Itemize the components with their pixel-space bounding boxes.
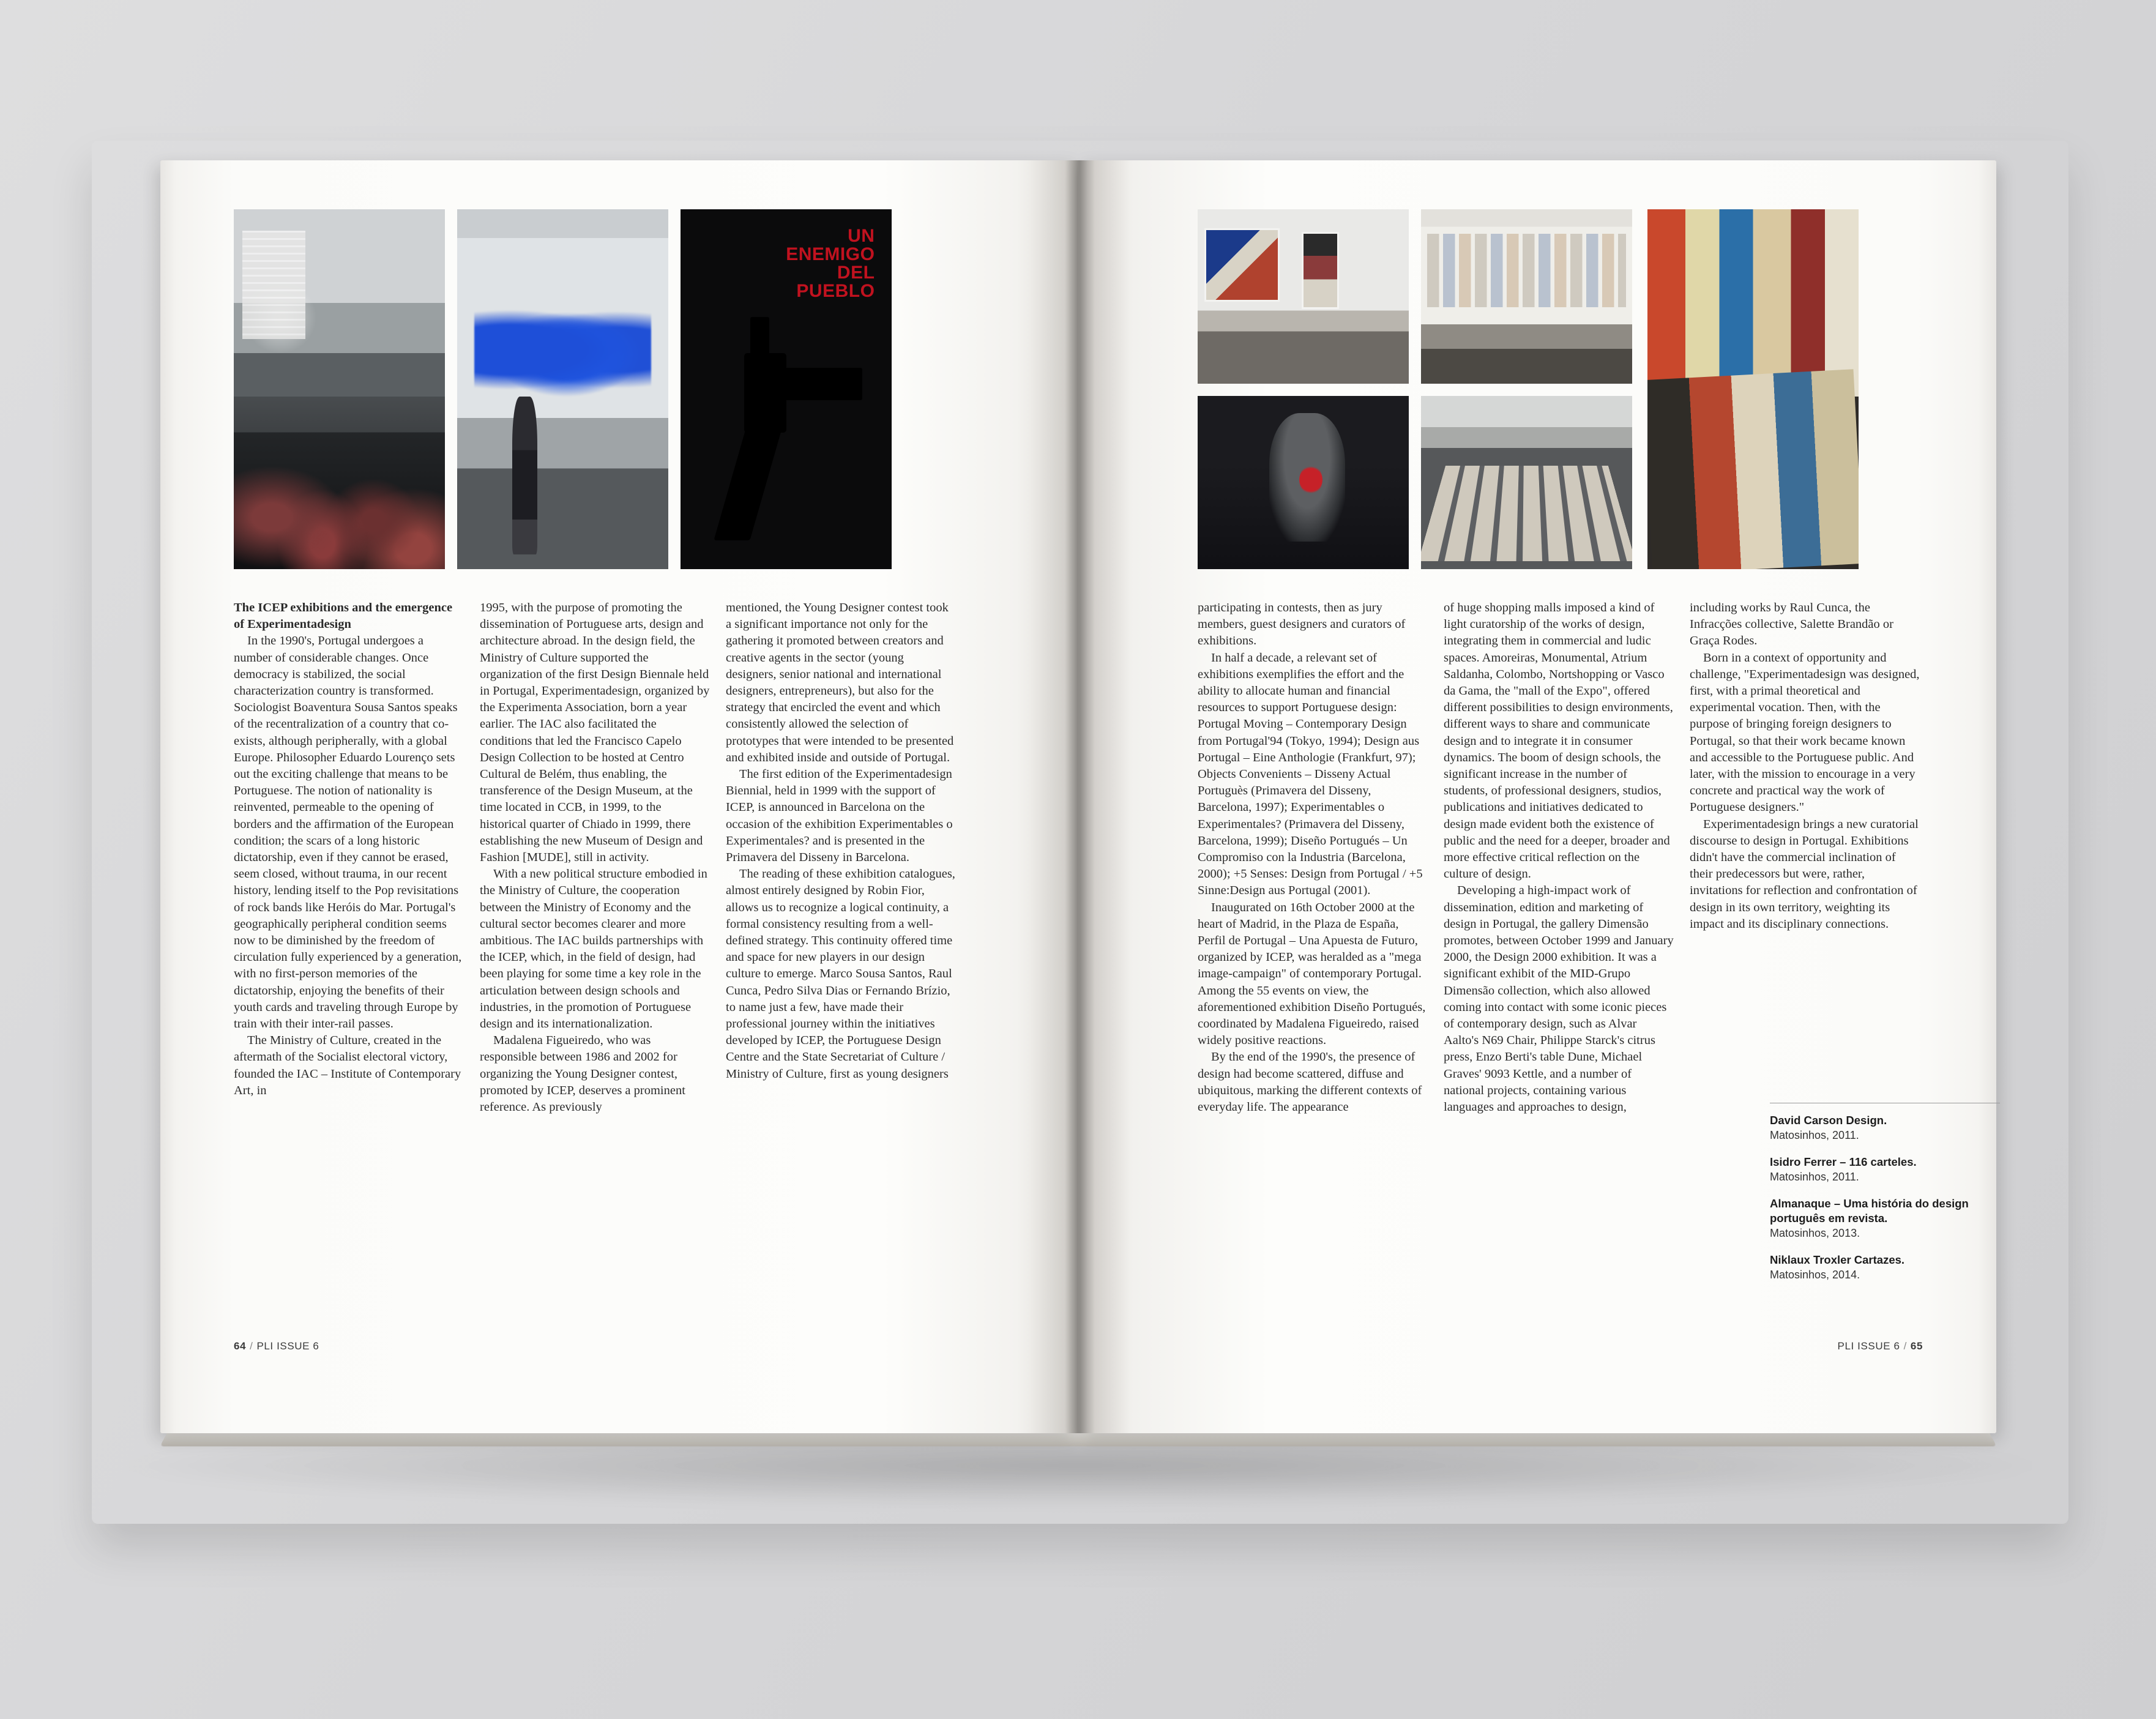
paragraph: mentioned, the Young Designer contest took a significant importance not only for the gathering it promoted between creators and creative agents in the sector (young designers, senior national and international designers, entrepreneurs), but also for the strategy that encircled the event and which consistently allowed the selection of prototypes that were intended to be presented and exhibited inside and outside of Portugal. xyxy=(726,601,954,764)
paragraph: Developing a high-impact work of dissemination, edition and marketing of design in Portugal, the gallery Dimensão promotes, between October 1999 and January 2000, the Design 2000 exhibition. It was a significant exhibit of the MID-Grupo Dimensão collection, which also allowed coming into contact with some iconic pieces of contemporary design, such as Alvar Aalto's N69 Chair, Philippe Starck's citrus press, Enzo Berti's table Dune, Michael Graves' 9093 Kettle, and a number of national projects, containing various languages and approaches to design, xyxy=(1444,884,1674,1114)
photo-white-gallery-paintings xyxy=(1198,209,1409,384)
folio-publication: PLI ISSUE 6 xyxy=(256,1340,319,1352)
paragraph: By the end of the 1990's, the presence of design had become scattered, diffuse and ubiquitous, marking the different contexts of everyday life. The appearance xyxy=(1198,1050,1422,1114)
bibliography-list xyxy=(1770,1103,2000,1294)
folio-separator: / xyxy=(1903,1340,1907,1352)
folio-page-number: 65 xyxy=(1910,1340,1923,1352)
paragraph: Inaugurated on 16th October 2000 at the heart of Madrid, in the Plaza de España, Perfil de Portugal – Una Apuesta de Futuro, organized by ICEP, was heralded as a "mega image-campaign" of contemporary Portugal. Among the 55 events on view, the aforementioned exhibition Diseño Portugués, coordinated by Madalena Figueiredo, raised widely positive reactions. xyxy=(1198,900,1426,1048)
left-page-text-columns xyxy=(234,600,956,1116)
bibliography-title: Niklaux Troxler Cartazes. xyxy=(1770,1253,1905,1266)
paragraph: With a new political structure embodied in the Ministry of Culture, the cooperation between the Ministry of Economy and the cultural sector becomes clearer and more ambitious. The IAC builds partnerships with the ICEP, which, in the field of design, had been playing for some time a key role in the articulation between design schools and industries, in the promotion of Portuguese design and its internationalization. xyxy=(480,867,707,1031)
right-page-text-columns xyxy=(1198,600,1920,1116)
paragraph: 1995, with the purpose of promoting the dissemination of Portuguese arts, design and architecture abroad. In the design field, the Ministry of Culture supported the organization of the first Design Biennale held in Portugal, Experimentadesign, organized by the Experimenta Association, born a year earlier. The IAC also facilitated the conditions that led the Francisco Capelo Design Collection to be hosted at Centro Cultural de Belém, thus enabling, the transference of the Design Museum, at the time located in CCB, in 1999, to the historical quarter of Chiado in 1999, there establishing the new Museum of Design and Fashion [MUDE], still in activity. xyxy=(480,601,710,865)
paragraph: Born in a context of opportunity and challenge, "Experimentadesign was designed, first, with a primal theoretical and experimental vocation. Then, with the purpose of bringing foreign designers to Portugal, so that their work became known and accessible to the Portuguese public. And later, with the mission to encourage in a very concrete and practical way the work of Portuguese designers." xyxy=(1690,651,1920,815)
bibliography-entry xyxy=(1770,1155,2000,1184)
left-page-image-row xyxy=(234,209,892,569)
poster-gun-grip xyxy=(714,418,785,540)
paragraph: Experimentadesign brings a new curatorial discourse to design in Portugal. Exhibitions didn't have the commercial inclination of their predecessors but were, rather, invitations for reflection and confrontation of design in its own territory, weighting its impact and its disciplinary connections. xyxy=(1690,817,1919,931)
bibliography-entry xyxy=(1770,1113,2000,1143)
paragraph: The reading of these exhibition catalogues, almost entirely designed by Robin Fior, allows us to recognize a logical continuity, a formal consistency resulting from a well-defined strategy. This continuity offered time and space for new players in our design culture to emerge. Marco Sousa Santos, Raul Cunca, Pedro Silva Dias or Fernando Brízio, to name just a few, have made their professional journey within the initiatives developed by ICEP, the Portuguese Design Centre and the State Secretariat of Culture / Ministry of Culture, first as young designers xyxy=(726,867,955,1081)
bibliography-entry xyxy=(1770,1196,2000,1240)
photo-exhibition-poster-wall xyxy=(1421,209,1632,384)
right-column-3 xyxy=(1690,600,1920,1116)
paragraph: participating in contests, then as jury members, guest designers and curators of exhibitions. xyxy=(1198,601,1406,648)
poster-title-text: UN ENEMIGO DEL PUEBLO xyxy=(786,226,875,302)
poster-gun-barrel xyxy=(765,368,862,400)
folio-publication: PLI ISSUE 6 xyxy=(1837,1340,1900,1352)
bibliography-imprint: Matosinhos, 2011. xyxy=(1770,1171,1859,1183)
paragraph: of huge shopping malls imposed a kind of light curatorship of the works of design, integrating them in commercial and ludic spaces. Amoreiras, Monumental, Atrium Saldanha, Colombo, Nortshopping or Vasco da Gama, the "mall of the Expo", offered different possibilities to design environments, different ways to share and communicate design and to integrate it in consumer dynamics. The boom of design schools, the significant increase in the number of students, of professional designers, studios, publications and initiatives dedicated to design made evident both the existence of public and the need for a deeper, broader and more effective critical reflection on the culture of design. xyxy=(1444,601,1673,881)
left-column-3 xyxy=(726,600,956,1116)
bibliography-title: Isidro Ferrer – 116 carteles. xyxy=(1770,1155,1917,1168)
left-column-2 xyxy=(480,600,710,1116)
paragraph: including works by Raul Cunca, the Infracções collective, Salette Brandão or Graça Rodes. xyxy=(1690,601,1893,648)
paragraph: Madalena Figueiredo, who was responsible between 1986 and 2002 for organizing the Young Designer contest, promoted by ICEP, deserves a prominent reference. As previously xyxy=(480,1034,685,1114)
magazine-spread xyxy=(160,160,1996,1482)
photo-gallery-opening-crowd xyxy=(234,209,445,569)
left-column-1 xyxy=(234,600,464,1116)
photo-shop-window-blue-sign xyxy=(457,209,668,569)
bibliography-imprint: Matosinhos, 2014. xyxy=(1770,1269,1860,1281)
photo-dark-room-red-light xyxy=(1198,396,1409,569)
right-page-image-row-bottom xyxy=(1198,396,1632,569)
photo-book-covers-collage xyxy=(1647,209,1859,569)
folio-separator: / xyxy=(250,1340,253,1352)
left-page-folio xyxy=(234,1340,319,1352)
right-page-image-row-top xyxy=(1198,209,1632,384)
right-page xyxy=(1078,160,1996,1433)
right-column-1 xyxy=(1198,600,1428,1116)
article-heading: The ICEP exhibitions and the emergence of Experimentadesign xyxy=(234,601,453,632)
paragraph: The Ministry of Culture, created in the aftermath of the Socialist electoral victory, founded the IAC – Institute of Contemporary Art, in xyxy=(234,1034,461,1097)
paragraph: The first edition of the Experimentadesign Biennial, held in 1999 with the support of ICEP, is announced in Barcelona on the occasion of the exhibition Experimentables o Experimentales? and is presented in the Primavera del Disseny in Barcelona. xyxy=(726,767,953,865)
bibliography-title: Almanaque – Uma história do design português em revista. xyxy=(1770,1197,1969,1225)
bibliography-title: David Carson Design. xyxy=(1770,1114,1887,1127)
right-column-2 xyxy=(1444,600,1674,1116)
bibliography-imprint: Matosinhos, 2013. xyxy=(1770,1227,1860,1239)
photo-poster-un-enemigo-del-pueblo xyxy=(681,209,892,569)
bibliography-imprint: Matosinhos, 2011. xyxy=(1770,1129,1859,1141)
bibliography-entry xyxy=(1770,1253,2000,1282)
photo-display-vitrines-top-view xyxy=(1421,396,1632,569)
paragraph: In half a decade, a relevant set of exhibitions exemplifies the effort and the ability to allocate human and financial resources to support Portuguese design: Portugal Moving – Contemporary Design from Portugal'94 (Tokyo, 1994); Design aus Portugal – Eine Anthologie (Frankfurt, 97); Objects Convenients – Disseny Actual Portuguès (Primavera del Disseny, Barcelona, 1997); Experimentables o Experimentales? (Primavera del Disseny, Barcelona, 1999); Diseño Portugués – Un Compromiso con la Industria (Barcelona, 2000); +5 Senses: Design from Portugal / +5 Sinne:Design aus Portugal (2001). xyxy=(1198,651,1423,898)
right-page-folio xyxy=(1838,1340,1923,1352)
folio-page-number: 64 xyxy=(234,1340,247,1352)
paragraph: In the 1990's, Portugal undergoes a number of considerable changes. Once democracy is stabilized, the social characterization country is transformed. Sociologist Boaventura Sousa Santos speaks of the recentralization of a country that co-exists, although peripherally, with a global Europe. Philosopher Eduardo Lourenço sets out the exciting challenge that means to be Portuguese. The notion of nationality is reinvented, permeable to the opening of borders and the affirmation of the European condition; the scars of a long historic dictatorship, even if they cannot be erased, seem closed, without trauma, in our recent history, lending itself to the Pop revisitations of rock bands like Heróis do Mar. Portugal's geographically peripheral condition seems now to be diminished by the freedom of circulation fully experienced by a generation, with no first-person memories of the dictatorship, enjoying the benefits of their youth cards and traveling through Europe by train with their inter-rail passes. xyxy=(234,634,462,1031)
left-page xyxy=(160,160,1078,1433)
